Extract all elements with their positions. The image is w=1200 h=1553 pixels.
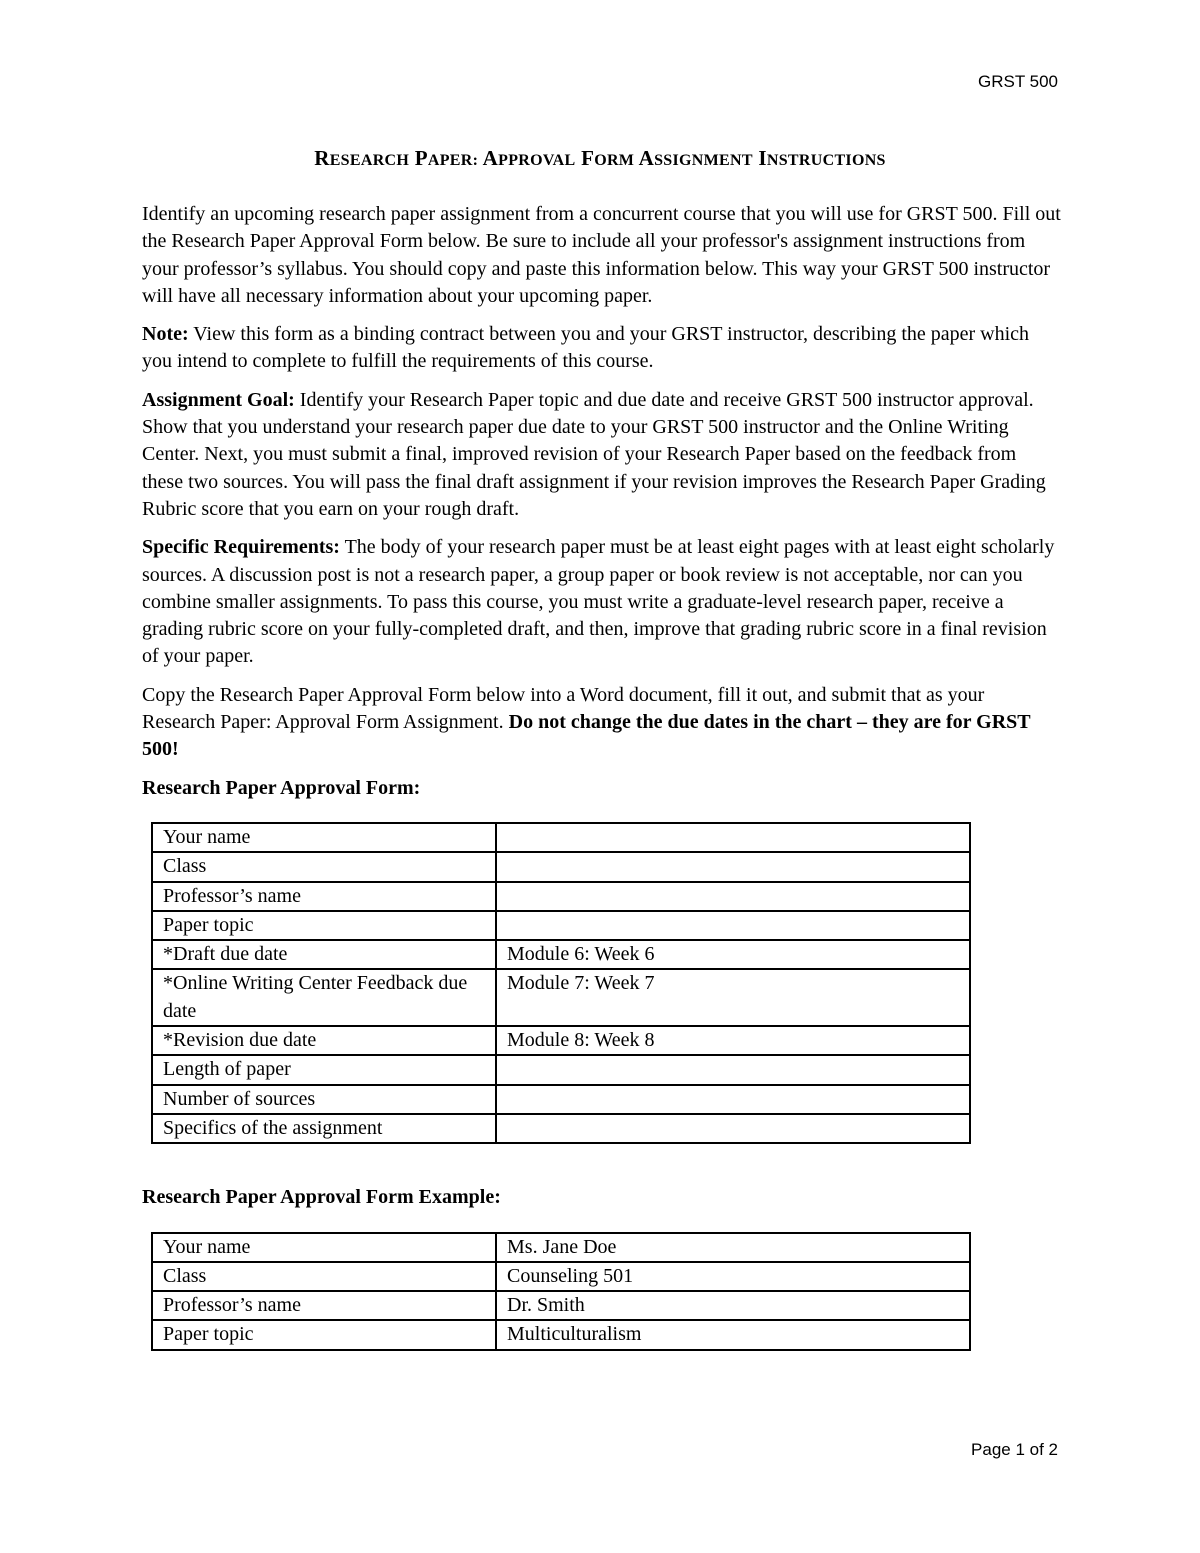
table-row [152,823,970,852]
copy-warning: Do not change the due dates in the chart – they are for GRST 500! [142,711,1031,761]
note-paragraph [142,321,1062,376]
goal-paragraph [142,387,1062,523]
field-value: Module 6: Week 6 [496,940,970,969]
title-rest: PPROVAL [498,152,576,169]
field-value[interactable] [496,852,970,881]
field-value[interactable] [496,1085,970,1114]
field-label: Class [152,852,496,881]
copy-paragraph [142,682,1062,764]
table-row [152,1085,970,1114]
field-value[interactable] [496,823,970,852]
requirements-label: Specific Requirements: [142,536,340,559]
field-label: Professor’s name [152,1291,496,1320]
approval-form-table [151,822,971,1144]
field-value: Counseling 501 [496,1262,970,1291]
field-label: Specifics of the assignment [152,1114,496,1143]
table-row [152,1291,970,1320]
field-label: *Revision due date [152,1026,496,1055]
field-value[interactable] [496,911,970,940]
field-value: Multiculturalism [496,1320,970,1349]
document-body [142,201,1062,1351]
note-label: Note: [142,323,189,346]
table-row [152,1055,970,1084]
table-row [152,1114,970,1143]
field-label: Professor’s name [152,882,496,911]
requirements-text: The body of your research paper must be at least eight pages with at least eight scholarly sources. A discussion post is not a research paper, a group paper or book review is not acceptable, nor can you combine smaller assignments. To pass this course, you must write a graduate-level research paper, receive a grading rubric score on your fully-completed draft, and then, improve that grading rubric score in a final revision of your paper. [142,536,1055,668]
document-title [0,146,1200,171]
field-label: Your name [152,1233,496,1262]
example-form-table [151,1232,971,1351]
table-row [152,911,970,940]
page-header-course: GRST 500 [977,72,1058,91]
field-label: Paper topic [152,911,496,940]
copy-text: Copy the Research Paper Approval Form below into a Word document, fill it out, and submit that as your Research Paper: Approval Form Assignment. [142,683,985,734]
field-label: *Online Writing Center Feedback due date [152,969,496,1026]
table-row [152,882,970,911]
note-text: View this form as a binding contract between you and your GRST instructor, describing the paper which you intend to complete to fulfill the requirements of this course. [142,323,1030,373]
title-rest: SSIGNMENT [654,152,753,169]
field-value: Dr. Smith [496,1291,970,1320]
table-row [152,1320,970,1349]
field-label: Number of sources [152,1085,496,1114]
example-form-title: Research Paper Approval Form Example: [142,1186,501,1209]
field-label: Class [152,1262,496,1291]
field-value: Ms. Jane Doe [496,1233,970,1262]
field-value[interactable] [496,1114,970,1143]
field-value[interactable] [496,882,970,911]
field-label: Paper topic [152,1320,496,1349]
goal-text: Identify your Research Paper topic and due date and receive GRST 500 instructor approval. Show that you understand your research paper due date to your GRST 500 instructor and the Online Writing Center. Next, you must submit a final, improved revision of your Research Paper based on the feedback from these two sources. You will pass the final draft assignment if your revision improves the Research Paper Grading Rubric score that you earn on your rough draft. [142,388,1046,520]
title-cap: R [314,146,330,170]
page-number: Page 1 of 2 [971,1440,1058,1459]
title-rest: NSTRUCTIONS [766,152,886,169]
field-label: *Draft due date [152,940,496,969]
table-row [152,940,970,969]
title-cap: F [581,146,595,170]
title-rest: ESEARCH [329,152,410,169]
table-row [152,1026,970,1055]
title-rest: ORM [594,152,635,169]
title-cap: A [638,146,655,170]
goal-label: Assignment Goal: [142,388,295,411]
title-rest: APER: [427,152,479,169]
field-value: Module 7: Week 7 [496,969,970,1026]
requirements-paragraph [142,534,1062,670]
title-cap: A [482,146,499,170]
title-cap: I [758,146,767,170]
table-row [152,969,970,1026]
field-value[interactable] [496,1055,970,1084]
field-label: Your name [152,823,496,852]
table-row [152,1233,970,1262]
approval-form-title: Research Paper Approval Form: [142,776,421,799]
field-value: Module 8: Week 8 [496,1026,970,1055]
field-label: Length of paper [152,1055,496,1084]
table-row [152,852,970,881]
title-cap: P [414,146,428,170]
table-row [152,1262,970,1291]
intro-paragraph: Identify an upcoming research paper assignment from a concurrent course that you will use for GRST 500. Fill out the Research Paper Approval Form below. Be sure to include all your professor's assignment instructions from your professor’s syllabus. You should copy and paste this information below. This way your GRST 500 instructor will have all necessary information about your upcoming paper. [142,203,1061,307]
